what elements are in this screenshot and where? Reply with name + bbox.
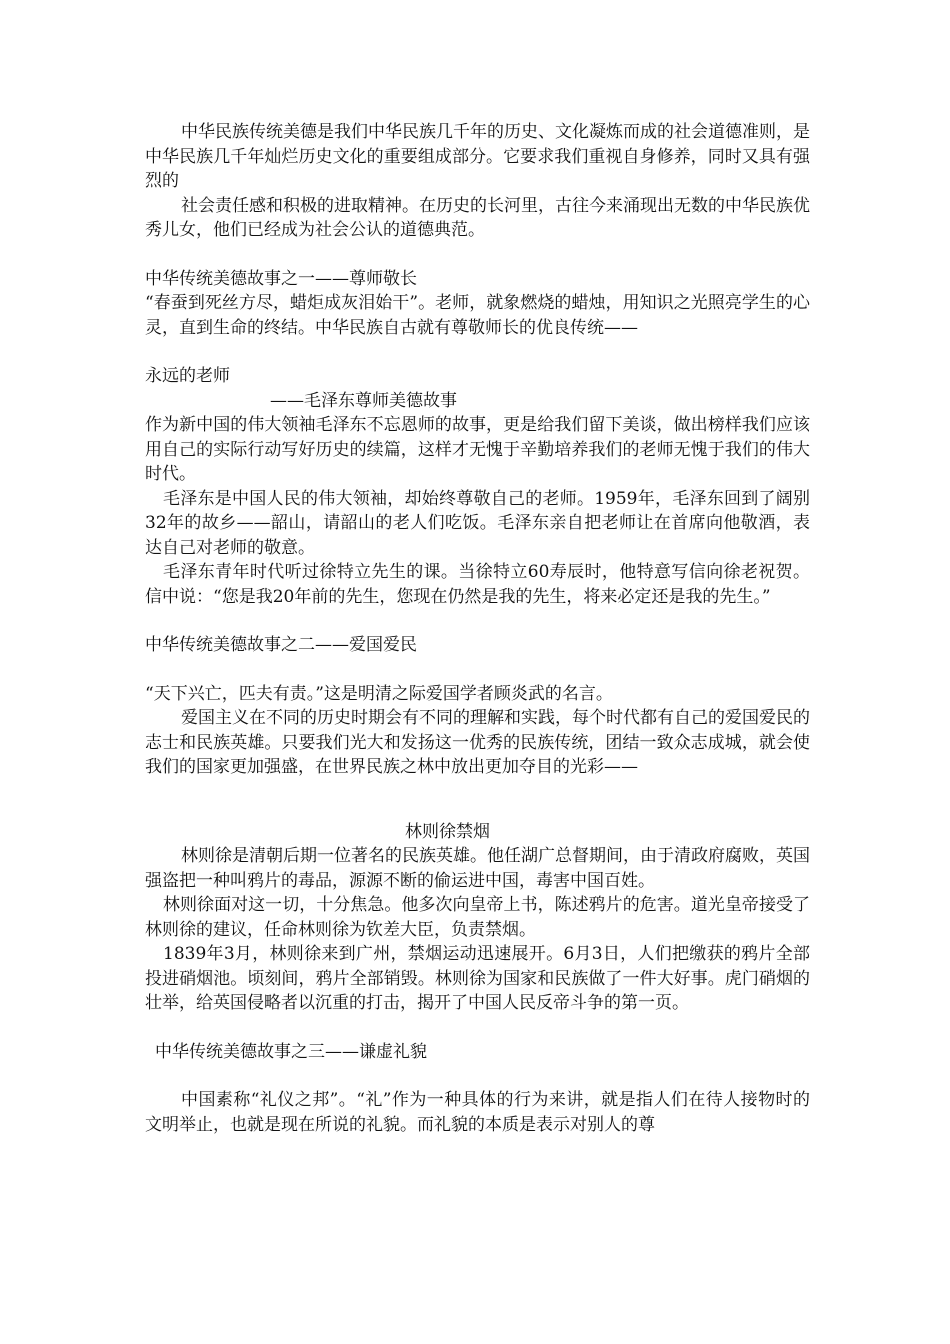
section2-paragraph-1: 林则徐是清朝后期一位著名的民族英雄。他任湖广总督期间，由于清政府腐败，英国强盗把一种叫鸦片的毒品，源源不断的偷运进中国，毒害中国百姓。 (145, 846, 810, 891)
intro-paragraph-1: 中华民族传统美德是我们中华民族几千年的历史、文化凝炼而成的社会道德准则，是中华民族几千年灿烂历史文化的重要组成部分。它要求我们重视自身修养，同时又具有强烈的 (145, 122, 810, 191)
section3-paragraph: 中国素称“礼仪之邦”。“礼”作为一种具体的行为来讲，就是指人们在待人接物时的文明举止，也就是现在所说的礼貌。而礼貌的本质是表示对别人的尊 (145, 1090, 810, 1135)
section1-paragraph-1: 作为新中国的伟大领袖毛泽东不忘恩师的故事，更是给我们留下美谈，做出榜样我们应该用自己的实际行动写好历史的续篇，这样才无愧于辛勤培养我们的老师无愧于我们的伟大时代。 (145, 415, 810, 484)
section1-story-title: 永远的老师 (145, 366, 230, 386)
intro-paragraph-2: 社会责任感和积极的进取精神。在历史的长河里，古往今来涌现出无数的中华民族优秀儿女，他们已经成为社会公认的道德典范。 (145, 195, 810, 240)
section1-story-subtitle: ——毛泽东尊师美德故事 (270, 390, 457, 411)
section2-quote: “天下兴亡，匹夫有责。”这是明清之际爱国学者顾炎武的名言。 (145, 683, 613, 704)
section1-paragraph-3: 毛泽东青年时代听过徐特立先生的课。当徐特立60寿辰时，他特意写信向徐老祝贺。信中说：“您是我20年前的先生，您现在仍然是我的先生，将来必定还是我的先生。” (145, 562, 810, 607)
section3-heading: 中华传统美德故事之三——谦虚礼貌 (155, 1041, 427, 1062)
section2-heading: 中华传统美德故事之二——爱国爱民 (145, 635, 417, 655)
section2-intro: 爱国主义在不同的历史时期会有不同的理解和实践，每个时代都有自己的爱国爱民的志士和民族英雄。只要我们光大和发扬这一优秀的民族传统，团结一致众志成城，就会使我们的国家更加强盛，在世界民族之林中放出更加夺目的光彩—— (145, 708, 810, 777)
document-page (145, 120, 810, 1137)
section2-story-title: 林则徐禁烟 (405, 821, 490, 842)
section2-paragraph-3: 1839年3月，林则徐来到广州，禁烟运动迅速展开。6月3日，人们把缴获的鸦片全部投进硝烟池。顷刻间，鸦片全部销毁。林则徐为国家和民族做了一件大好事。虎门硝烟的壮举，给英国侵略者以沉重的打击，揭开了中国人民反帝斗争的第一页。 (145, 944, 810, 1013)
section1-quote: “春蚕到死丝方尽，蜡炬成灰泪始干”。老师，就象燃烧的蜡烛，用知识之光照亮学生的心灵，直到生命的终结。中华民族自古就有尊敬师长的优良传统—— (145, 293, 810, 338)
section1-heading: 中华传统美德故事之一——尊师敬长 (145, 268, 417, 289)
section2-paragraph-2: 林则徐面对这一切，十分焦急。他多次向皇帝上书，陈述鸦片的危害。道光皇帝接受了林则徐的建议，任命林则徐为钦差大臣，负责禁烟。 (145, 895, 810, 940)
section1-paragraph-2: 毛泽东是中国人民的伟大领袖，却始终尊敬自己的老师。1959年，毛泽东回到了阔别32年的故乡——韶山，请韶山的老人们吃饭。毛泽东亲自把老师让在首席向他敬酒，表达自己对老师的敬意。 (145, 488, 810, 558)
